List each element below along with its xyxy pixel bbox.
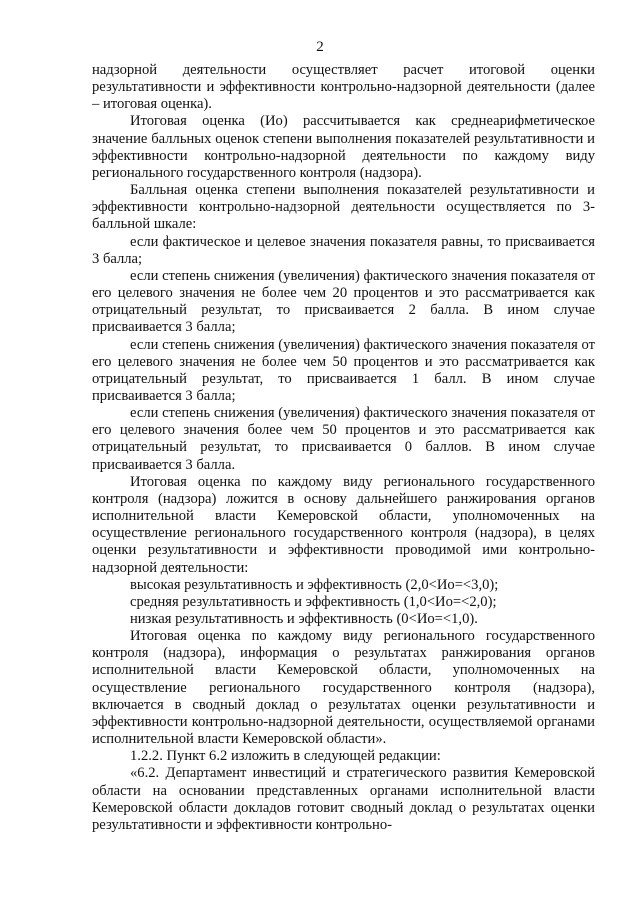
paragraph-6: если степень снижения (увеличения) фактического значения показателя от его целевого значения не более чем 50 процентов и это рассматривается как отрицательный результат, то присваивается 1 балл. В ином случае присваивается 3 балла; <box>92 336 595 404</box>
paragraph-7: если степень снижения (увеличения) фактического значения показателя от его целевого значения более чем 50 процентов и это рассматривается как отрицательный результат, то присваивается 0 баллов. В ином случае присваивается 3 балла. <box>92 405 595 473</box>
page-number: 2 <box>316 39 324 55</box>
paragraph-8: Итоговая оценка по каждому виду регионального государственного контроля (надзора) ложится в основу дальнейшего ранжирования органов исполнительной власти Кемеровской области, уполномоченных на осуществление регионального государственного контроля (надзора), в целях оценки результативности и эффективности проводимой ими контрольно-надзорной деятельности: <box>92 473 595 576</box>
paragraph-9: Итоговая оценка по каждому виду регионального государственного контроля (надзора), информация о результатах ранжирования органов исполнительной власти Кемеровской области, уполномоченных на осуществление регионального государственного контроля (надзора), включается в сводный доклад о результатах оценки результативности и эффективности контрольно-надзорной деятельности, осуществляемой органами исполнительной власти Кемеровской области». <box>92 628 595 748</box>
paragraph-3: Балльная оценка степени выполнения показателей результативности и эффективности контрольно-надзорной деятельности осуществляется по 3-балльной шкале: <box>92 182 595 233</box>
paragraph-10: 1.2.2. Пункт 6.2 изложить в следующей редакции: <box>130 748 441 765</box>
list-item-low: низкая результативность и эффективность (0<Ио=<1,0). <box>130 611 478 627</box>
document-body <box>92 62 595 834</box>
paragraph-2: Итоговая оценка (Ио) рассчитывается как среднеарифметическое значение балльных оценок степени выполнения показателей результативности и эффективности контрольно-надзорной деятельности по каждому виду регионального государственного контроля (надзора). <box>92 113 595 181</box>
paragraph-1: надзорной деятельности осуществляет расчет итоговой оценки результативности и эффективности контрольно-надзорной деятельности (далее – итоговая оценка). <box>92 62 595 113</box>
paragraph-4: если фактическое и целевое значения показателя равны, то присваивается 3 балла; <box>92 233 595 267</box>
list-item-high: высокая результативность и эффективность (2,0<Ио=<3,0); <box>130 576 499 593</box>
list-item-medium: средняя результативность и эффективность (1,0<Ио=<2,0); <box>130 593 497 610</box>
paragraph-5: если степень снижения (увеличения) фактического значения показателя от его целевого значения не более чем 20 процентов и это рассматривается как отрицательный результат, то присваивается 2 балла. В ином случае присваивается 3 балла; <box>92 267 595 336</box>
paragraph-11: «6.2. Департамент инвестиций и стратегического развития Кемеровской области на основании представленных органами исполнительной власти Кемеровской области докладов готовит сводный доклад о результатах оценки результативности и эффективности контрольно- <box>92 765 595 833</box>
